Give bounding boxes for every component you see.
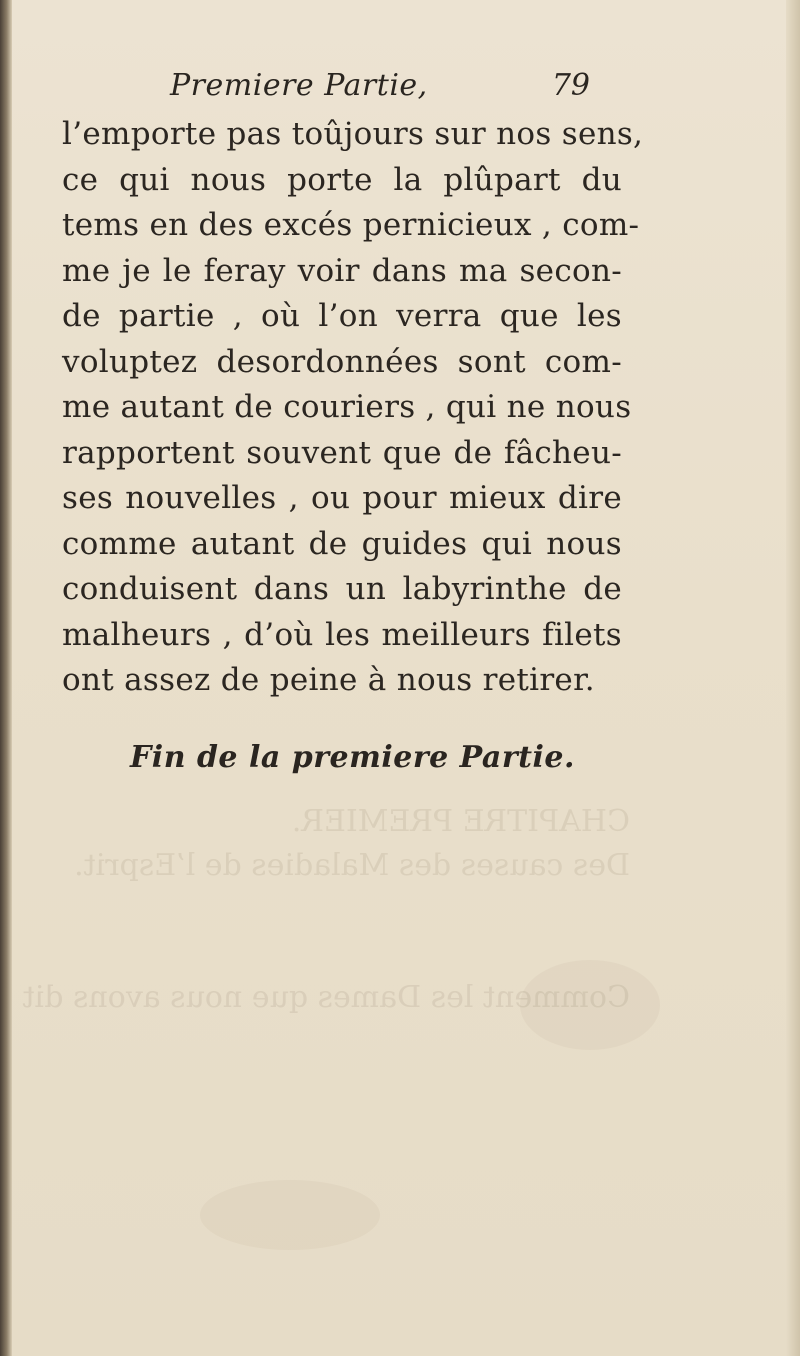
- part-end-note: Fin de la premiere Partie.: [130, 740, 575, 775]
- text-line: l’emporte pas toûjours sur nos sens,: [62, 116, 644, 152]
- binding-edge: [0, 0, 12, 1356]
- body-text: [62, 112, 644, 704]
- text-line: me autant de couriers , qui ne nous: [62, 389, 632, 425]
- text-line: me je le feray voir dans ma secon-: [62, 252, 622, 289]
- text-line: voluptez desordonnées sont com-: [62, 343, 622, 380]
- text-line: conduisent dans un labyrinthe de: [62, 571, 622, 607]
- text-line: malheurs , d’où les meilleurs filets: [62, 616, 622, 653]
- text-line: ce qui nous porte la plûpart du: [62, 161, 622, 198]
- text-line: tems en des excés pernicieux , com-: [62, 207, 640, 243]
- text-line: de partie , où l’on verra que les: [62, 298, 622, 334]
- paper-stain: [200, 1180, 380, 1250]
- text-line: ses nouvelles , ou pour mieux dire: [62, 480, 622, 516]
- text-line: ont assez de peine à nous retirer.: [62, 662, 595, 698]
- paper-stain: [520, 960, 660, 1050]
- page-edge: [786, 0, 800, 1356]
- running-head: Premiere Partie,: [170, 68, 428, 103]
- reverse-page-showthrough: CHAPITRE PREMIER. Des causes des Maladies de l’Esprit. Comment les Dames que nous avons dit: [22, 804, 630, 1015]
- text-line: comme autant de guides qui nous: [62, 525, 622, 562]
- page-number: 79: [551, 68, 590, 103]
- text-line: rapportent souvent que de fâcheu-: [62, 434, 622, 471]
- running-header: [170, 68, 600, 108]
